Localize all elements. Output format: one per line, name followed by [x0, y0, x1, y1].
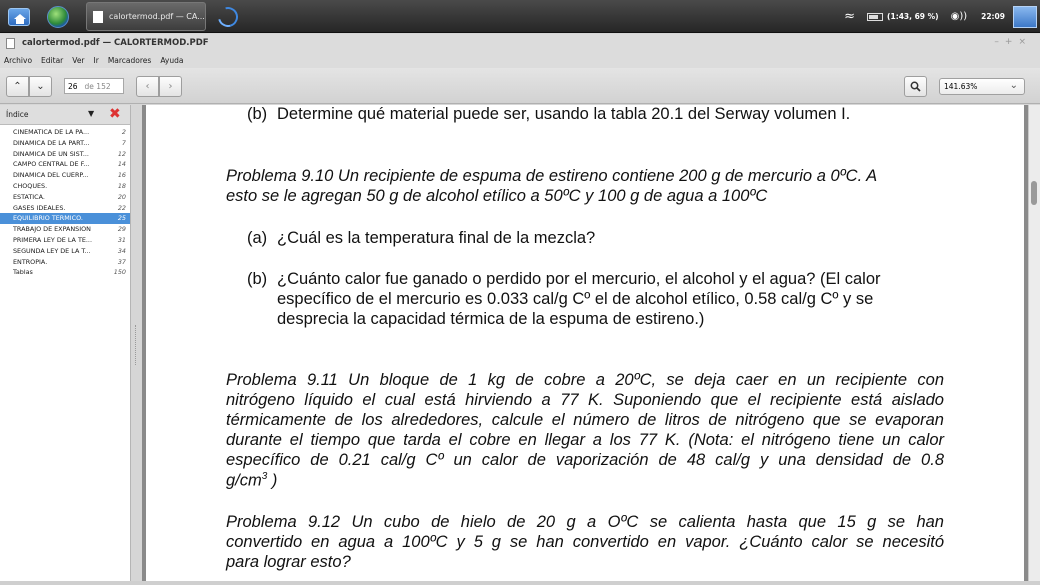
chevron-up-icon: ⌃: [13, 81, 22, 92]
toc-item-label: DINAMICA DEL CUERP...: [13, 171, 89, 180]
problem-9-12-text: convertido en agua a 100ºC y 5 g se han convertido en vapor. ¿Cuánto calor se necesitó: [226, 533, 944, 551]
chevron-left-icon: ‹: [145, 81, 150, 92]
close-sidebar-icon[interactable]: ✖: [109, 106, 121, 122]
toc-item-page: 12: [117, 149, 126, 158]
toc-item-page: 37: [117, 257, 126, 266]
scrollbar-thumb[interactable]: [1031, 181, 1037, 205]
problem-9-12-text: Problema 9.12 Un cubo de hielo de 20 g a OºC se calienta hasta que 15 g se han: [226, 513, 944, 531]
toc-item[interactable]: [0, 203, 130, 214]
toc-item-label: Tablas: [13, 268, 33, 277]
document-page: [146, 105, 1024, 581]
window-controls[interactable]: –+×: [994, 37, 1032, 47]
next-page-button[interactable]: [29, 76, 52, 97]
problem-9-11-text: térmicamente de los alrededores, calcule el número de litros de nitrógeno que se evaporan: [226, 411, 944, 429]
sidebar-mode-label[interactable]: Índice: [6, 110, 29, 119]
toc-item-page: 25: [117, 214, 126, 223]
toc-item[interactable]: [0, 235, 130, 246]
vertical-scrollbar[interactable]: [1028, 105, 1040, 581]
toc-item-label: CHOQUES.: [13, 181, 48, 190]
toc-item[interactable]: [0, 149, 130, 160]
toc-item[interactable]: [0, 224, 130, 235]
toc-item-page: 14: [117, 160, 126, 169]
volume-icon[interactable]: ◉)): [950, 11, 968, 22]
toc-item-label: PRIMERA LEY DE LA TE...: [13, 235, 92, 244]
window-title: calortermod.pdf — CALORTERMOD.PDF: [22, 38, 209, 48]
find-button[interactable]: [904, 76, 927, 97]
toc-item-page: 22: [117, 203, 126, 212]
page-number-field[interactable]: [64, 78, 124, 94]
document-icon: [6, 38, 15, 49]
problem-9-11-text: nitrógeno líquido el cual está hirviendo a 77 K. Suponiendo que el recipiente está aislado: [226, 391, 944, 409]
menu-bar: [0, 52, 1040, 68]
toc-item-label: TRABAJO DE EXPANSION: [13, 225, 91, 234]
toc-item-page: 31: [117, 235, 126, 244]
previous-page-button[interactable]: [6, 76, 29, 97]
window-titlebar: [0, 34, 1040, 52]
toc-item[interactable]: [0, 267, 130, 278]
menu-ayuda[interactable]: Ayuda: [160, 55, 184, 65]
unit-exponent: 3: [261, 471, 268, 482]
toc-item[interactable]: [0, 127, 130, 138]
wifi-icon[interactable]: ≈: [844, 9, 856, 24]
toc-item[interactable]: [0, 170, 130, 181]
toc-item-page: 16: [117, 171, 126, 180]
menu-editar[interactable]: Editar: [41, 55, 64, 65]
chevron-down-icon: ⌄: [1009, 80, 1018, 91]
toc-item-label: GASES IDEALES.: [13, 203, 66, 212]
toc-item-selected[interactable]: [0, 213, 130, 224]
taskbar-window-label: calortermod.pdf — CA...: [109, 12, 205, 21]
problem-9-11-text: [226, 471, 277, 491]
show-desktop-icon[interactable]: [1013, 6, 1037, 28]
toc-item-page: 7: [121, 138, 126, 147]
history-forward-button[interactable]: [159, 76, 182, 97]
document-icon: [93, 11, 103, 23]
item-label: (b): [247, 105, 268, 123]
item-label: (a): [247, 229, 268, 247]
toc-item-page: 18: [117, 181, 126, 190]
problem-9-11-text: Problema 9.11 Un bloque de 1 kg de cobre a 20ºC, se deja caer en un recipiente con: [226, 371, 944, 389]
item-text: ¿Cuánto calor fue ganado o perdido por el mercurio, el alcohol y el agua? (El calor: [277, 270, 881, 288]
system-panel: [0, 0, 1040, 33]
unit-text: g/cm: [226, 471, 262, 490]
problem-9-10-text: Problema 9.10 Un recipiente de espuma de estireno contiene 200 g de mercurio a 0ºC. A: [226, 167, 878, 185]
toc-list: [0, 125, 130, 278]
toolbar: [0, 68, 1040, 104]
toc-item-label: DINAMICA DE UN SIST...: [13, 149, 89, 158]
toc-item[interactable]: [0, 159, 130, 170]
toc-item-label: EQUILIBRIO TERMICO.: [13, 214, 83, 223]
toc-item[interactable]: [0, 181, 130, 192]
sidebar-header: [0, 105, 130, 125]
item-text: específico de el mercurio es 0.033 cal/g Cº el de alcohol etílico, 0.58 cal/g Cº y se: [277, 290, 874, 308]
toc-item-label: SEGUNDA LEY DE LA T...: [13, 246, 91, 255]
problem-9-11-text: durante el tiempo que tarda el cobre en llegar a los 77 K. (Nota: el nitrógeno tiene un calor: [226, 431, 944, 449]
problem-9-10-text: esto se le agregan 50 g de alcohol etílico a 50ºC y 100 g de agua a 100ºC: [226, 187, 768, 205]
app-launcher-icon[interactable]: [214, 4, 242, 29]
search-icon: [910, 81, 921, 92]
battery-icon[interactable]: [867, 13, 883, 21]
closing-text: ): [267, 471, 278, 490]
item-label: (b): [247, 270, 268, 288]
toc-item[interactable]: [0, 246, 130, 257]
current-page-value[interactable]: 26: [68, 81, 78, 91]
zoom-value: 141.63%: [944, 82, 978, 91]
toc-item-page: 2: [121, 128, 126, 136]
home-folder-icon[interactable]: [6, 4, 32, 29]
toc-item-label: ENTROPIA.: [13, 257, 48, 266]
toc-item-page: 20: [117, 192, 126, 201]
toc-item[interactable]: [0, 192, 130, 203]
item-text: desprecia la capacidad térmica de la espuma de estireno.): [277, 310, 705, 328]
dropdown-arrow-icon[interactable]: ▼: [88, 109, 95, 118]
zoom-select[interactable]: [939, 78, 1025, 95]
document-viewer[interactable]: [142, 105, 1040, 581]
system-tray: [844, 0, 1040, 33]
sidebar-splitter[interactable]: [131, 105, 142, 581]
problem-9-12-text: para lograr esto?: [226, 553, 351, 571]
toc-item-page: 34: [117, 246, 126, 255]
menu-archivo[interactable]: Archivo: [4, 55, 33, 65]
toc-item-label: ESTATICA.: [13, 192, 45, 201]
toc-item-label: CINEMATICA DE LA PA...: [13, 128, 90, 136]
window-bottom-edge: [0, 581, 1040, 585]
menu-ver[interactable]: Ver: [72, 55, 85, 65]
problem-9-11-text: específico de 0.21 cal/g Cº un calor de vaporización de 48 cal/g y una densidad de 0.8: [226, 451, 944, 469]
history-back-button[interactable]: [136, 76, 159, 97]
clock[interactable]: 22:09: [981, 12, 1005, 21]
item-text: ¿Cuál es la temperatura final de la mezcla?: [277, 229, 596, 247]
toc-item[interactable]: [0, 257, 130, 268]
web-browser-icon[interactable]: [44, 4, 72, 29]
toc-item-page: 150: [113, 268, 126, 277]
toc-item-page: 29: [117, 225, 126, 234]
chevron-right-icon: ›: [168, 81, 173, 92]
taskbar-window-button[interactable]: [86, 2, 206, 31]
item-text: Determine qué material puede ser, usando la tabla 20.1 del Serway volumen I.: [277, 105, 851, 123]
menu-marcadores[interactable]: Marcadores: [107, 55, 152, 65]
sidebar: [0, 105, 131, 581]
toc-item-label: CAMPO CENTRAL DE F...: [13, 160, 90, 169]
page-count-label: de 152: [84, 81, 111, 91]
menu-ir[interactable]: Ir: [93, 55, 99, 65]
chevron-down-icon: ⌄: [36, 81, 45, 92]
toc-item-label: DINAMICA DE LA PART...: [13, 138, 90, 147]
toc-item[interactable]: [0, 138, 130, 149]
battery-status: (1:43, 69 %): [887, 12, 939, 21]
